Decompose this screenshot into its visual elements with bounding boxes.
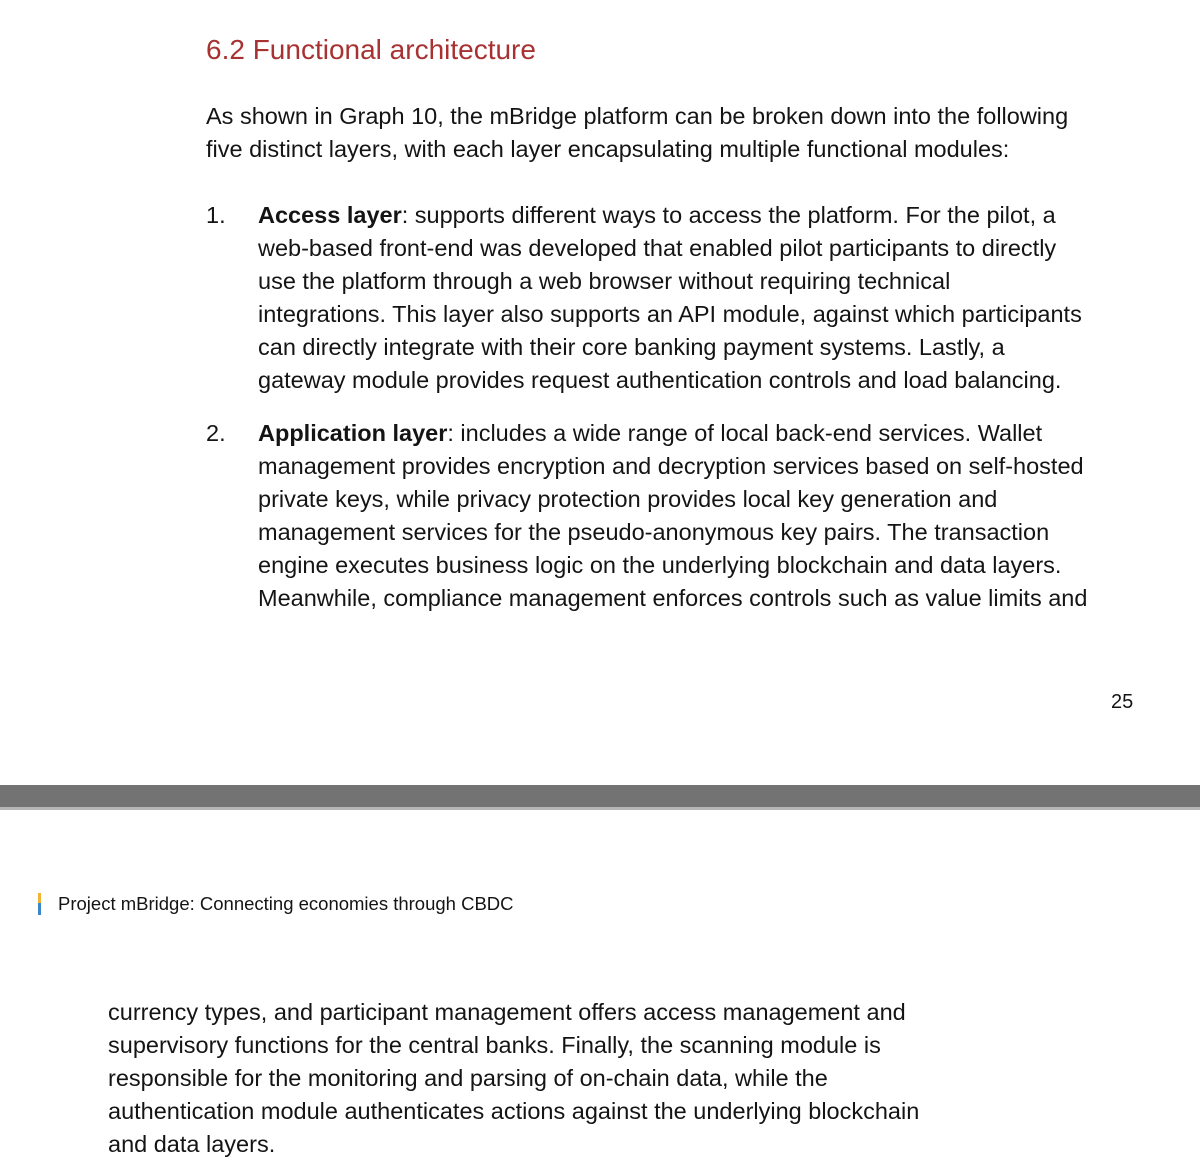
list-item-line: engine executes business logic on the underlying blockchain and data layers.	[258, 552, 1062, 578]
page-separator-shadow	[0, 807, 1200, 810]
running-header-text: Project mBridge: Connecting economies through CBDC	[58, 893, 514, 914]
list-item-first-line	[258, 417, 1148, 450]
list-item-line: can directly integrate with their core banking payment systems. Lastly, a	[258, 334, 1005, 360]
continued-line: and data layers.	[108, 1131, 276, 1157]
continued-paragraph	[108, 996, 1168, 1161]
page-separator	[0, 785, 1200, 807]
intro-paragraph	[206, 100, 1166, 166]
list-item-body	[258, 417, 1148, 615]
header-accent-bar	[38, 893, 41, 915]
list-item-line: management provides encryption and decryption services based on self-hosted	[258, 453, 1084, 479]
list-item-line: web-based front-end was developed that enabled pilot participants to directly	[258, 235, 1057, 261]
list-item-body	[258, 199, 1148, 397]
list-item-line: private keys, while privacy protection provides local key generation and	[258, 486, 998, 512]
list-item-line: use the platform through a web browser without requiring technical	[258, 268, 951, 294]
intro-line: five distinct layers, with each layer encapsulating multiple functional modules:	[206, 136, 1010, 162]
page-number: 25	[1111, 691, 1134, 713]
list-item-line: integrations. This layer also supports an API module, against which participants	[258, 301, 1082, 327]
continued-line: currency types, and participant management offers access management and	[108, 999, 906, 1025]
continued-line: authentication module authenticates actions against the underlying blockchain	[108, 1098, 920, 1124]
continued-line: responsible for the monitoring and parsing of on-chain data, while the	[108, 1065, 828, 1091]
list-item-number: 2.	[206, 420, 226, 446]
list-item-term: Access layer	[258, 202, 402, 228]
list-item-line: Meanwhile, compliance management enforces controls such as value limits and	[258, 585, 1088, 611]
list-item-term: Application layer	[258, 420, 448, 446]
list-item-number: 1.	[206, 202, 226, 228]
continued-line: supervisory functions for the central banks. Finally, the scanning module is	[108, 1032, 881, 1058]
intro-line: As shown in Graph 10, the mBridge platform can be broken down into the following	[206, 103, 1069, 129]
list-item-first-line-text: : supports different ways to access the platform. For the pilot, a	[401, 202, 1056, 228]
list-item-first-line	[258, 199, 1148, 232]
section-heading: 6.2 Functional architecture	[206, 34, 536, 65]
list-item-first-line-text: : includes a wide range of local back-end services. Wallet	[447, 420, 1043, 446]
list-item-line: management services for the pseudo-anonymous key pairs. The transaction	[258, 519, 1050, 545]
list-item-line: gateway module provides request authentication controls and load balancing.	[258, 367, 1062, 393]
